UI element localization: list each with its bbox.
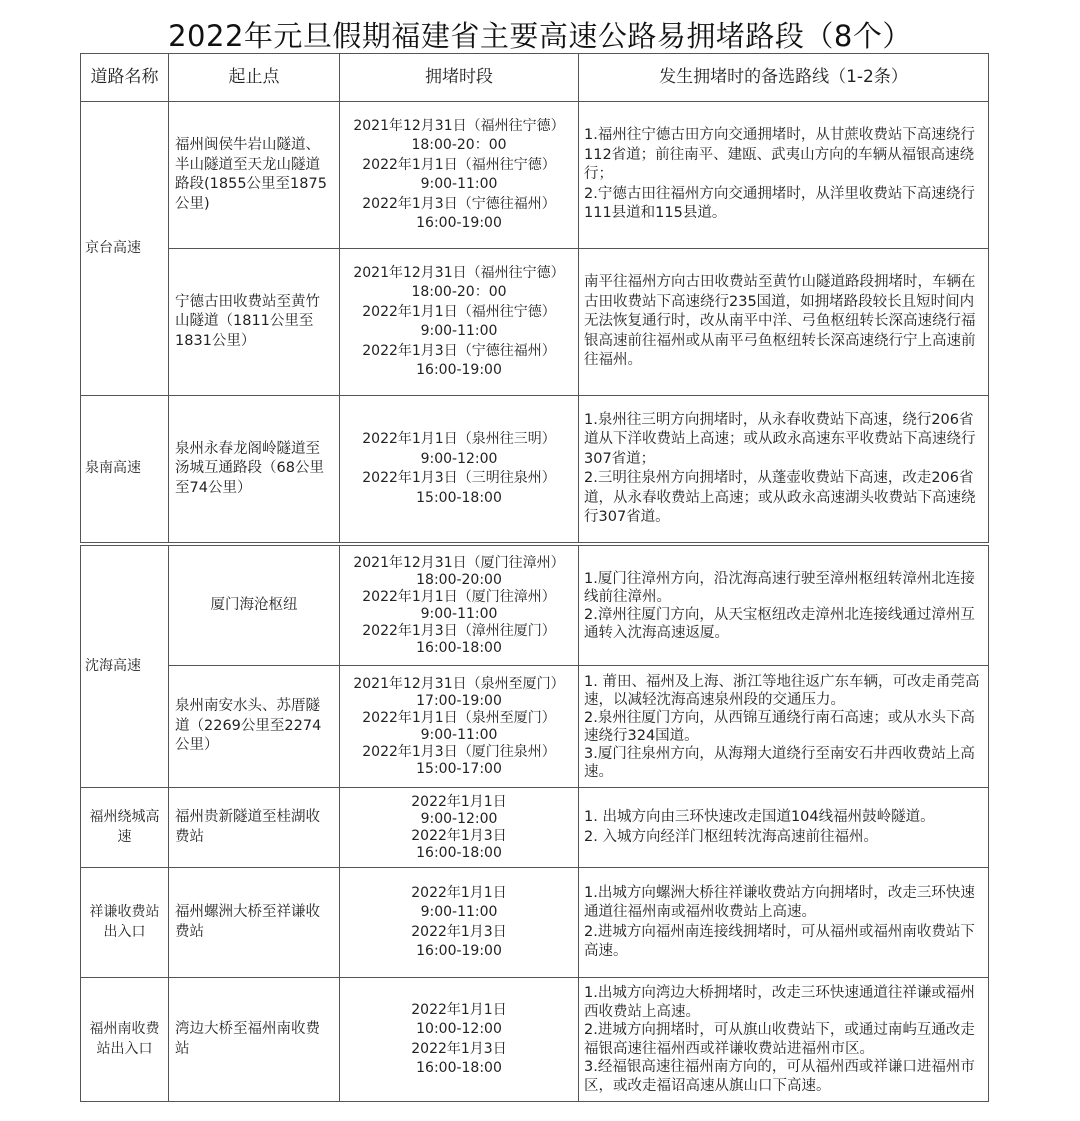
congestion-table-part-1 bbox=[80, 53, 989, 543]
table-row bbox=[81, 546, 989, 666]
segment-cell: 泉州南安水头、苏厝隧道（2269公里至2274公里） bbox=[169, 666, 340, 788]
time-line: 16:00-19:00 bbox=[416, 362, 502, 378]
time-cell bbox=[340, 396, 579, 543]
table-row bbox=[81, 978, 989, 1102]
alternative-route-item: 1. 出城方向由三环快速改走国道104线福州鼓岭隧道。 bbox=[584, 809, 935, 825]
time-line: 2022年1月3日（宁德往福州） bbox=[362, 195, 556, 212]
time-line: 18:00-20：00 bbox=[411, 137, 507, 153]
time-cell bbox=[340, 546, 579, 666]
segment-cell: 湾边大桥至福州南收费站 bbox=[169, 978, 340, 1102]
alternative-route-item: 2.进城方向拥堵时，可从旗山收费站下，或通过南屿互通改走福银高速往福州西或祥谦收费站进福州市区。 bbox=[584, 1022, 975, 1057]
time-cell bbox=[340, 868, 579, 978]
time-line: 2022年1月1日（福州往宁德） bbox=[362, 303, 556, 320]
time-line: 15:00-18:00 bbox=[416, 489, 502, 506]
time-line: 10:00-12:00 bbox=[416, 1021, 502, 1037]
alternative-route-cell bbox=[579, 666, 989, 788]
segment-cell: 泉州永春龙阁岭隧道至汤城互通路段（68公里至74公里） bbox=[169, 396, 340, 543]
time-line: 2022年1月1日 bbox=[411, 884, 507, 901]
table-row bbox=[81, 868, 989, 978]
alternative-route-cell bbox=[579, 396, 989, 543]
time-line: 2022年1月3日 bbox=[411, 827, 507, 844]
time-cell bbox=[340, 249, 579, 396]
table-row bbox=[81, 102, 989, 249]
alternative-route-item: 1. 莆田、福州及上海、浙江等地往返广东车辆，可改走甬莞高速，以减轻沈海高速泉州段的交通压力。 bbox=[584, 673, 980, 708]
time-line: 2022年1月1日（泉州至厦门） bbox=[362, 709, 556, 726]
time-line: 16:00-18:00 bbox=[416, 639, 502, 656]
alternative-route-item: 1.出城方向螺洲大桥往祥谦收费站方向拥堵时，改走三环快速通道往福州南或福州收费站上高速。 bbox=[584, 884, 975, 920]
time-line: 9:00-11:00 bbox=[420, 605, 498, 622]
time-line: 9:00-12:00 bbox=[420, 810, 498, 827]
alternative-route-cell bbox=[579, 546, 989, 666]
table-row bbox=[81, 788, 989, 868]
time-line: 2022年1月3日（宁德往福州） bbox=[362, 342, 556, 359]
time-line: 2021年12月31日（厦门往漳州） bbox=[353, 554, 565, 571]
time-line: 16:00-18:00 bbox=[416, 1060, 502, 1076]
time-line: 2022年1月3日（厦门往泉州） bbox=[362, 743, 556, 760]
header-segment: 起止点 bbox=[169, 54, 340, 102]
alternative-route-cell bbox=[579, 249, 989, 396]
alternative-route-item: 1.泉州往三明方向拥堵时，从永春收费站下高速，绕行206省道从下洋收费站上高速；或从政永高速东平收费站下高速绕行307省道； bbox=[584, 411, 976, 467]
time-line: 2022年1月1日（厦门往漳州） bbox=[362, 588, 556, 605]
congestion-table-part-2 bbox=[80, 545, 989, 1102]
alternative-route-item: 3.经福银高速往福州南方向的，可从福州西或祥谦口进福州市区，或改走福诏高速从旗山口下高速。 bbox=[584, 1059, 975, 1094]
time-line: 9:00-12:00 bbox=[420, 450, 498, 467]
time-line: 2022年1月3日（三明往泉州） bbox=[362, 470, 556, 486]
page-title: 2022年元旦假期福建省主要高速公路易拥堵路段（8个） bbox=[168, 19, 912, 53]
alternative-route-item: 1.厦门往漳州方向，沿沈海高速行驶至漳州枢纽转漳州北连接线前往漳州。 bbox=[584, 570, 975, 605]
time-line: 2022年1月1日（福州往宁德） bbox=[362, 156, 556, 173]
segment-cell: 福州螺洲大桥至祥谦收费站 bbox=[169, 868, 340, 978]
segment-cell: 福州闽侯牛岩山隧道、半山隧道至天龙山隧道路段(1855公里至1875公里) bbox=[169, 102, 340, 249]
header-road-name: 道路名称 bbox=[81, 54, 169, 102]
time-line: 2021年12月31日（泉州至厦门） bbox=[353, 675, 565, 692]
alternative-route-item: 1.福州往宁德古田方向交通拥堵时，从甘蔗收费站下高速绕行112省道；前往南平、建瓯、武夷山方向的车辆从福银高速绕行； bbox=[584, 127, 975, 183]
time-cell bbox=[340, 788, 579, 868]
time-line: 2022年1月1日 bbox=[411, 793, 507, 810]
time-line: 2022年1月3日（漳州往厦门） bbox=[362, 622, 556, 639]
segment-cell: 福州贵新隧道至桂湖收费站 bbox=[169, 788, 340, 868]
time-line: 9:00-11:00 bbox=[420, 323, 498, 339]
time-line: 2022年1月1日 bbox=[411, 1001, 507, 1018]
alternative-route-item: 1.出城方向湾边大桥拥堵时，改走三环快速通道往祥谦或福州西收费站上高速。 bbox=[584, 985, 975, 1020]
time-line: 17:00-19:00 bbox=[416, 692, 502, 709]
header-alternative-routes: 发生拥堵时的备选路线（1-2条） bbox=[579, 54, 989, 102]
segment-cell: 宁德古田收费站至黄竹山隧道（1811公里至1831公里） bbox=[169, 249, 340, 396]
table-row bbox=[81, 249, 989, 396]
alternative-route-item: 2.漳州往厦门方向，从天宝枢纽改走漳州北连接线通过漳州互通转入沈海高速返厦。 bbox=[584, 606, 975, 641]
time-line: 2022年1月3日 bbox=[411, 923, 507, 940]
road-name-cell: 祥谦收费站出入口 bbox=[81, 868, 169, 978]
time-line: 16:00-19:00 bbox=[416, 943, 502, 959]
time-line: 18:00-20：00 bbox=[411, 284, 507, 300]
alternative-route-cell bbox=[579, 868, 989, 978]
time-cell bbox=[340, 102, 579, 249]
time-line: 2022年1月1日（泉州往三明） bbox=[362, 431, 556, 447]
road-name-cell: 泉南高速 bbox=[81, 396, 169, 543]
alternative-route-cell bbox=[579, 788, 989, 868]
segment-cell: 厦门海沧枢纽 bbox=[169, 546, 340, 666]
table-row bbox=[81, 666, 989, 788]
road-name-cell: 沈海高速 bbox=[81, 546, 169, 788]
time-line: 9:00-11:00 bbox=[420, 904, 498, 920]
alternative-route-cell bbox=[579, 978, 989, 1102]
alternative-route-item: 2.进城方向福州南连接线拥堵时，可从福州或福州南收费站下高速。 bbox=[584, 923, 975, 959]
alternative-route-cell bbox=[579, 102, 989, 249]
time-cell bbox=[340, 978, 579, 1102]
alternative-route-item: 2.宁德古田往福州方向交通拥堵时，从洋里收费站下高速绕行111县道和115县道。 bbox=[584, 185, 975, 222]
time-line: 16:00-18:00 bbox=[416, 844, 502, 861]
alternative-route-item: 2.泉州往厦门方向，从西锦互通绕行南石高速；或从水头下高速绕行324国道。 bbox=[584, 709, 975, 744]
alternative-route-item: 南平往福州方向古田收费站至黄竹山隧道路段拥堵时，车辆在古田收费站下高速绕行235国道，如拥堵路段较长且短时间内无法恢复通行时，改从南平中洋、弓鱼枢纽转长深高速绕行福银高速前往福州或从南平弓鱼枢纽转长深高速绕行宁上高速前往福州。 bbox=[584, 274, 976, 369]
alternative-route-item: 2.三明往泉州方向拥堵时，从蓬壶收费站下高速，改走206省道，从永春收费站上高速；或从政永高速湖头收费站下高速绕行307省道。 bbox=[584, 470, 976, 525]
alternative-route-item: 3.厦门往泉州方向，从海翔大道绕行至南安石井西收费站上高速。 bbox=[584, 745, 975, 780]
road-name-cell: 京台高速 bbox=[81, 102, 169, 396]
table-header-row bbox=[81, 54, 989, 102]
time-line: 2021年12月31日（福州往宁德） bbox=[353, 117, 565, 134]
table-row bbox=[81, 396, 989, 543]
time-line: 15:00-17:00 bbox=[416, 760, 502, 777]
time-line: 9:00-11:00 bbox=[420, 726, 498, 743]
header-congestion-time: 拥堵时段 bbox=[340, 54, 579, 102]
road-name-cell: 福州南收费站出入口 bbox=[81, 978, 169, 1102]
time-line: 2022年1月3日 bbox=[411, 1040, 507, 1057]
time-line: 9:00-11:00 bbox=[420, 176, 498, 192]
time-line: 18:00-20:00 bbox=[416, 571, 502, 588]
time-line: 16:00-19:00 bbox=[416, 215, 502, 231]
time-cell bbox=[340, 666, 579, 788]
road-name-cell: 福州绕城高速 bbox=[81, 788, 169, 868]
time-line: 2021年12月31日（福州往宁德） bbox=[353, 264, 565, 281]
alternative-route-item: 2. 入城方向经洋门枢纽转沈海高速前往福州。 bbox=[584, 828, 878, 845]
